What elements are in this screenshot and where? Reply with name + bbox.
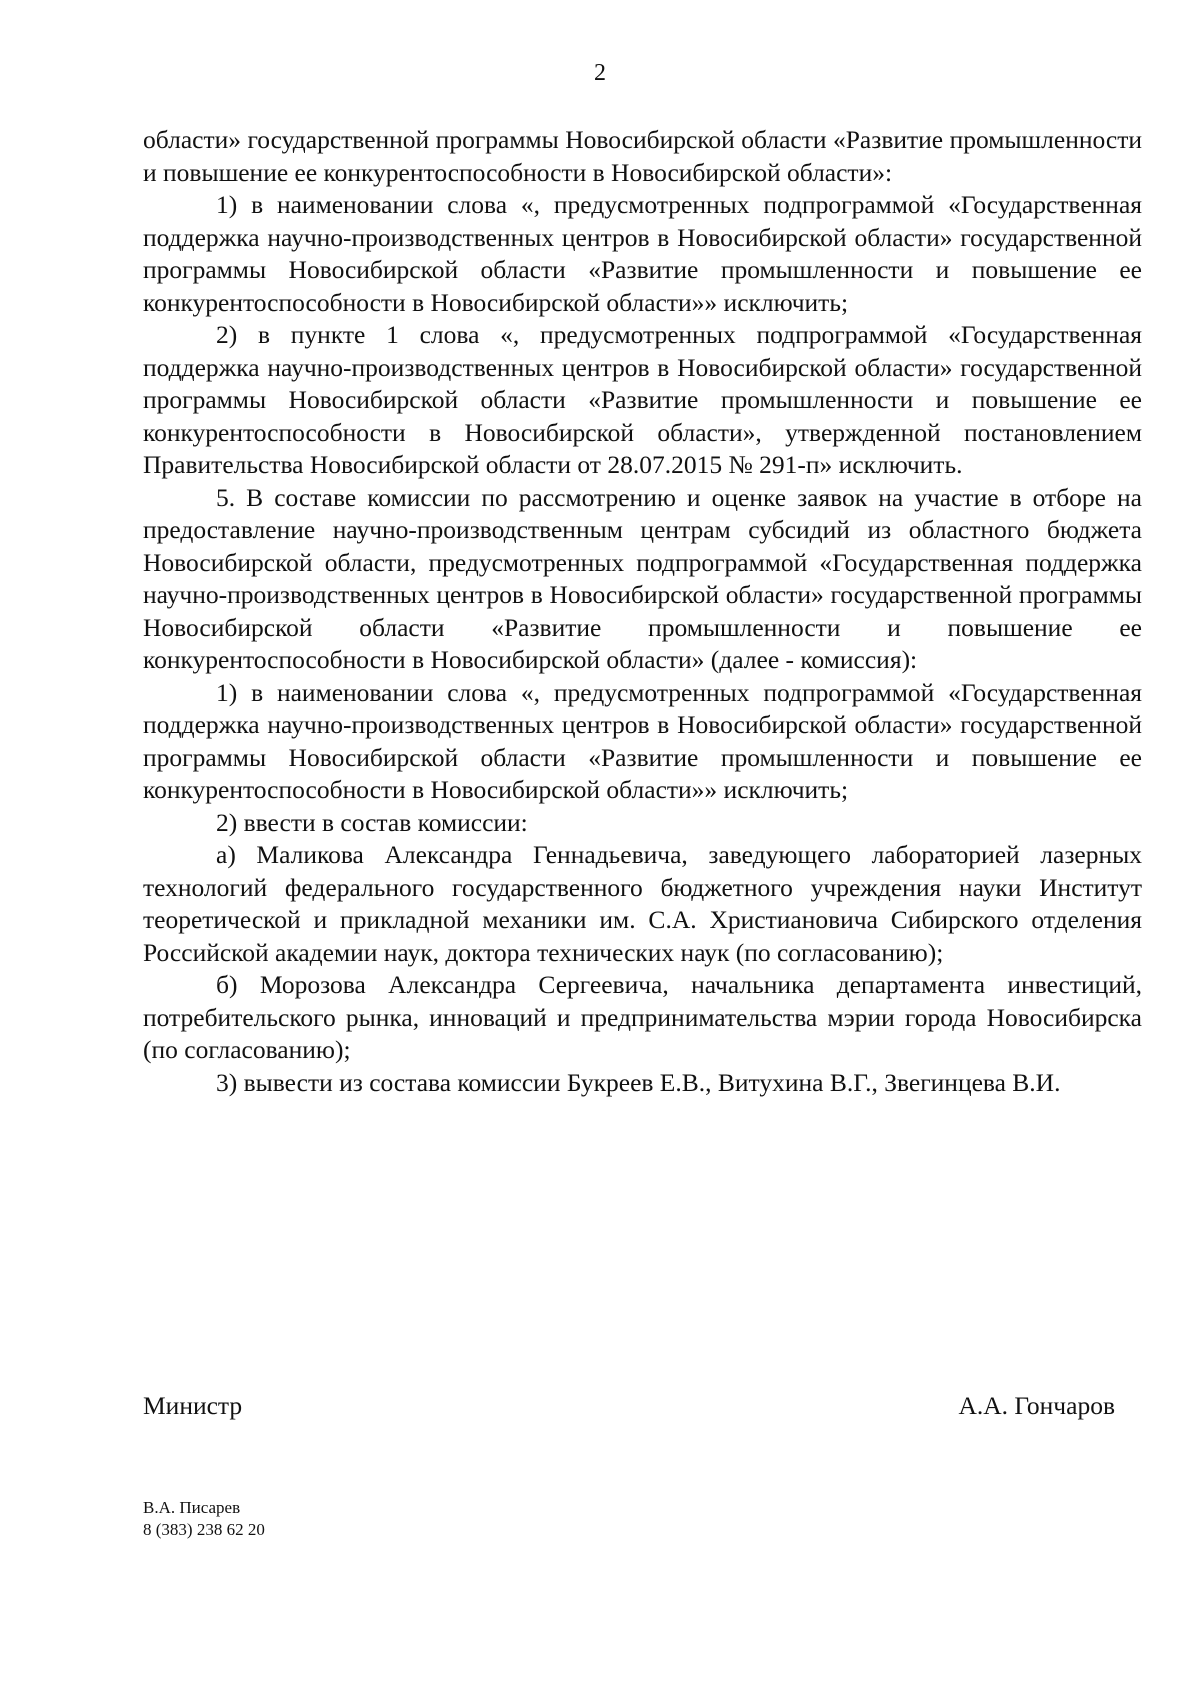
paragraph: 2) ввести в состав комиссии:: [216, 807, 528, 837]
executor-phone: 8 (383) 238 62 20: [143, 1520, 265, 1539]
document-body: [143, 124, 1142, 1099]
paragraph: 1) в наименовании слова «, предусмотренных подпрограммой «Государственная поддержка научно-производственных центров в Новосибирской области» государственной программы Новосибирской области «Развитие промышленности и повышение ее конкурентоспособности в Новосибирской области»» исключить;: [143, 677, 1142, 804]
executor-block: [143, 1497, 265, 1541]
paragraph: а) Маликова Александра Геннадьевича, заведующего лабораторией лазерных технологий федерального государственного бюджетного учреждения науки Институт теоретической и прикладной механики им. С.А. Христиановича Сибирского отделения Российской академии наук, доктора технических наук (по согласованию);: [143, 840, 1142, 967]
executor-name: В.А. Писарев: [143, 1498, 241, 1517]
paragraph: области» государственной программы Новосибирской области «Развитие промышленности и повышение ее конкурентоспособности в Новосибирской области»:: [143, 125, 1142, 187]
page-number: 2: [594, 60, 606, 86]
paragraph: б) Морозова Александра Сергеевича, начальника департамента инвестиций, потребительского рынка, инноваций и предпринимательства мэрии города Новосибирска (по согласованию);: [143, 970, 1142, 1064]
paragraph: 3) вывести из состава комиссии Букреев Е.В., Витухина В.Г., Звегинцева В.И.: [216, 1067, 1061, 1097]
signatory-name: А.А. Гончаров: [958, 1391, 1115, 1420]
paragraph: 2) в пункте 1 слова «, предусмотренных подпрограммой «Государственная поддержка научно-производственных центров в Новосибирской области» государственной программы Новосибирской области «Развитие промышленности и повышение ее конкурентоспособности в Новосибирской области», утвержденной постановлением Правительства Новосибирской области от 28.07.2015 № 291-п» исключить.: [143, 320, 1142, 479]
paragraph: 1) в наименовании слова «, предусмотренных подпрограммой «Государственная поддержка научно-производственных центров в Новосибирской области» государственной программы Новосибирской области «Развитие промышленности и повышение ее конкурентоспособности в Новосибирской области»» исключить;: [143, 190, 1142, 317]
signatory-title: Министр: [143, 1391, 243, 1420]
paragraph: 5. В составе комиссии по рассмотрению и оценке заявок на участие в отборе на предоставление научно-производственным центрам субсидий из областного бюджета Новосибирской области, предусмотренных подпрограммой «Государственная поддержка научно-производственных центров в Новосибирской области» государственной программы Новосибирской области «Развитие промышленности и повышение ее конкурентоспособности в Новосибирской области» (далее - комиссия):: [143, 482, 1142, 674]
